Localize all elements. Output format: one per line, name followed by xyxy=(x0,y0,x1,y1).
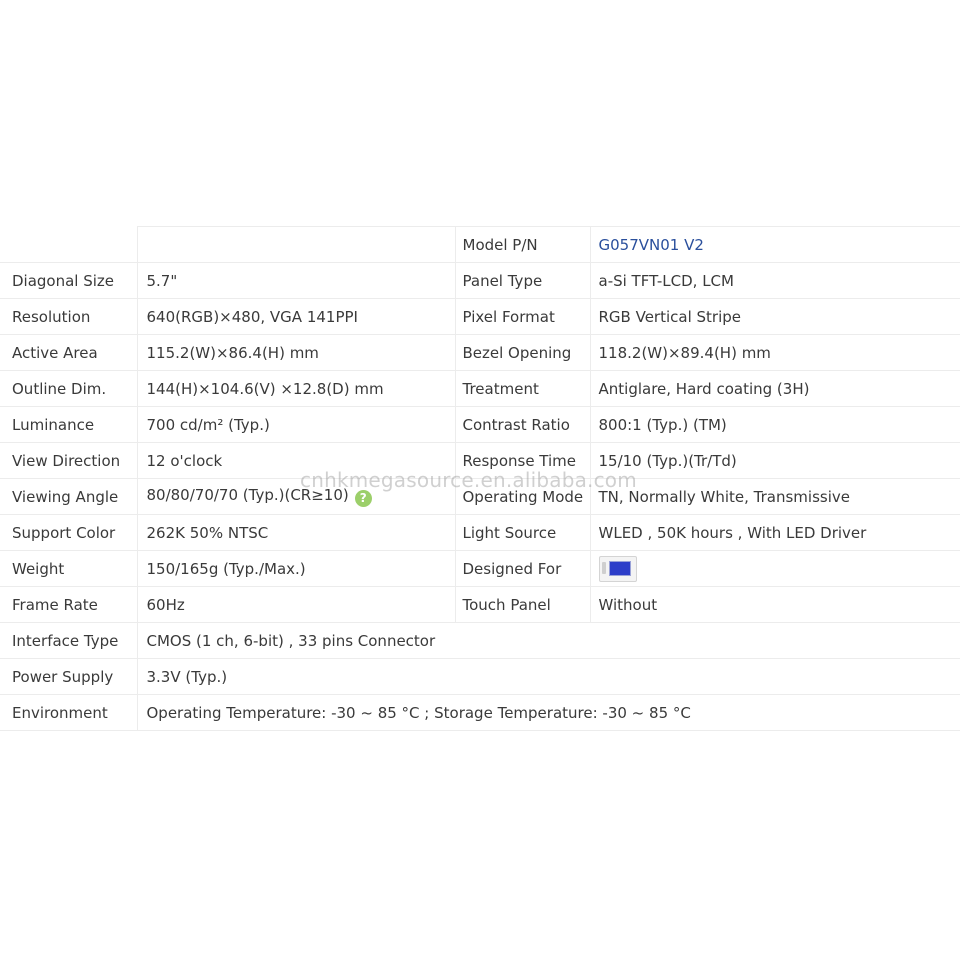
spec-value: Without xyxy=(590,587,960,623)
spec-value: RGB Vertical Stripe xyxy=(590,299,960,335)
help-icon[interactable]: ? xyxy=(355,490,372,507)
spec-label: Active Area xyxy=(0,335,137,371)
spec-value: 700 cd/m² (Typ.) xyxy=(137,407,455,443)
spec-label: Bezel Opening xyxy=(455,335,590,371)
table-row xyxy=(0,335,960,371)
spec-value: WLED , 50K hours , With LED Driver xyxy=(590,515,960,551)
spec-value: 3.3V (Typ.) xyxy=(137,659,960,695)
table-row xyxy=(0,299,960,335)
table-row xyxy=(0,443,960,479)
spec-label: View Direction xyxy=(0,443,137,479)
spec-label: Designed For xyxy=(455,551,590,587)
spec-value: 80/80/70/70 (Typ.)(CR≥10) xyxy=(146,486,349,504)
table-row xyxy=(0,551,960,587)
spec-label: Model P/N xyxy=(455,227,590,263)
table-row xyxy=(0,515,960,551)
table-row xyxy=(0,227,960,263)
table-row xyxy=(0,407,960,443)
table-row xyxy=(0,263,960,299)
spec-label: Diagonal Size xyxy=(0,263,137,299)
spec-label: Environment xyxy=(0,695,137,731)
table-row xyxy=(0,695,960,731)
spec-value: 118.2(W)×89.4(H) mm xyxy=(590,335,960,371)
spec-label: Support Color xyxy=(0,515,137,551)
spec-label: Viewing Angle xyxy=(0,479,137,515)
spec-label: Interface Type xyxy=(0,623,137,659)
spec-label: Power Supply xyxy=(0,659,137,695)
spec-label: Frame Rate xyxy=(0,587,137,623)
spec-label: Resolution xyxy=(0,299,137,335)
table-row xyxy=(0,587,960,623)
model-pn-value[interactable]: G057VN01 V2 xyxy=(598,235,704,254)
spec-value: TN, Normally White, Transmissive xyxy=(590,479,960,515)
spec-value-cell xyxy=(137,479,455,515)
spec-label: Pixel Format xyxy=(455,299,590,335)
spec-label: Weight xyxy=(0,551,137,587)
spec-value: Antiglare, Hard coating (3H) xyxy=(590,371,960,407)
spec-value: 150/165g (Typ./Max.) xyxy=(137,551,455,587)
spec-value: 144(H)×104.6(V) ×12.8(D) mm xyxy=(137,371,455,407)
spec-label: Contrast Ratio xyxy=(455,407,590,443)
spec-label: Treatment xyxy=(455,371,590,407)
spec-label: Touch Panel xyxy=(455,587,590,623)
spec-label: Response Time xyxy=(455,443,590,479)
spec-value: 60Hz xyxy=(137,587,455,623)
designed-for-cell xyxy=(590,551,960,587)
spec-value: a-Si TFT-LCD, LCM xyxy=(590,263,960,299)
empty-value-cell xyxy=(137,227,455,263)
industrial-device-icon xyxy=(599,556,637,582)
spec-label: Outline Dim. xyxy=(0,371,137,407)
spec-label: Panel Type xyxy=(455,263,590,299)
spec-table xyxy=(0,226,960,731)
model-pn-link[interactable] xyxy=(590,227,960,263)
watermark: cnhkmegasource.en.alibaba.com xyxy=(300,468,637,492)
spec-value: CMOS (1 ch, 6-bit) , 33 pins Connector xyxy=(137,623,960,659)
table-row xyxy=(0,659,960,695)
spec-value: 115.2(W)×86.4(H) mm xyxy=(137,335,455,371)
empty-label-cell xyxy=(0,227,137,263)
spec-value: 5.7" xyxy=(137,263,455,299)
table-row xyxy=(0,371,960,407)
spec-value: 640(RGB)×480, VGA 141PPI xyxy=(137,299,455,335)
spec-value: 262K 50% NTSC xyxy=(137,515,455,551)
spec-value: 15/10 (Typ.)(Tr/Td) xyxy=(590,443,960,479)
spec-label: Luminance xyxy=(0,407,137,443)
spec-value: 12 o'clock xyxy=(137,443,455,479)
table-row xyxy=(0,479,960,515)
spec-value: Operating Temperature: -30 ~ 85 °C ; Storage Temperature: -30 ~ 85 °C xyxy=(137,695,960,731)
spec-label: Light Source xyxy=(455,515,590,551)
spec-label: Operating Mode xyxy=(455,479,590,515)
spec-value: 800:1 (Typ.) (TM) xyxy=(590,407,960,443)
table-row xyxy=(0,623,960,659)
